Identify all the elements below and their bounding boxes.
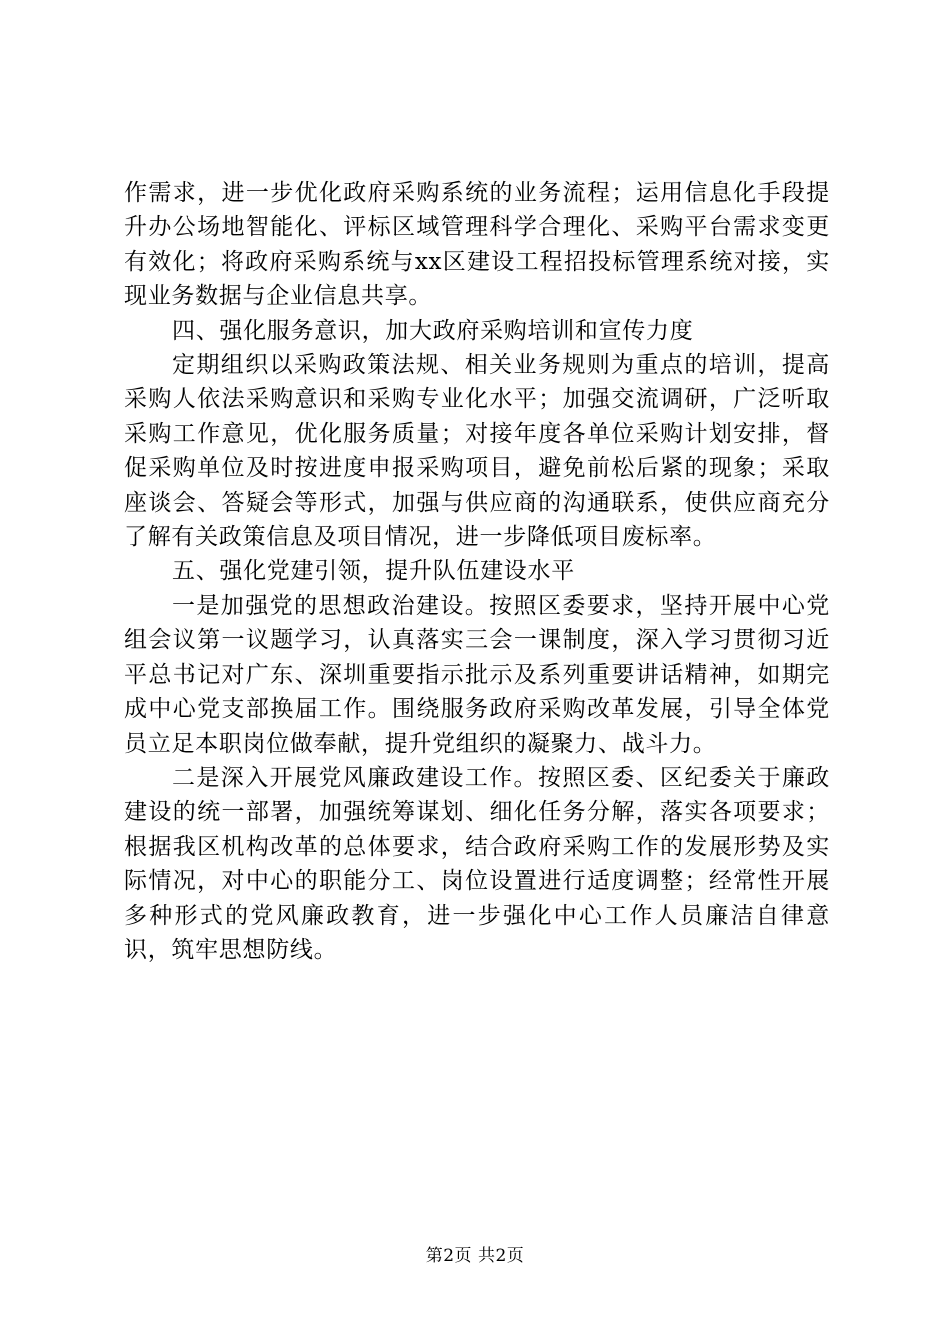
- paragraph-party-building: 一是加强党的思想政治建设。按照区委要求，坚持开展中心党组会议第一议题学习，认真落实三会一课制度，深入学习贯彻习近平总书记对广东、深圳重要指示批示及系列重要讲话精神，如期完成中心党支部换届工作。围绕服务政府采购改革发展，引导全体党员立足本职岗位做奉献，提升党组织的凝聚力、战斗力。: [124, 592, 830, 757]
- paragraph-integrity: 二是深入开展党风廉政建设工作。按照区委、区纪委关于廉政建设的统一部署，加强统筹谋划、细化任务分解，落实各项要求；根据我区机构改革的总体要求，结合政府采购工作的发展形势及实际情况，对中心的职能分工、岗位设置进行适度调整；经常性开展多种形式的党风廉政教育，进一步强化中心工作人员廉洁自律意识，筑牢思想防线。: [124, 764, 830, 963]
- section-heading-four: 四、强化服务意识，加大政府采购培训和宣传力度: [172, 317, 694, 344]
- section-heading-five: 五、强化党建引领，提升队伍建设水平: [172, 558, 575, 585]
- page-number-footer: 第2页 共2页: [425, 1246, 525, 1266]
- paragraph-continuation: 作需求，进一步优化政府采购系统的业务流程；运用信息化手段提升办公场地智能化、评标区域管理科学合理化、采购平台需求变更有效化；将政府采购系统与xx区建设工程招投标管理系统对接，实现业务数据与企业信息共享。: [124, 180, 830, 310]
- paragraph-training: 定期组织以采购政策法规、相关业务规则为重点的培训，提高采购人依法采购意识和采购专业化水平；加强交流调研，广泛听取采购工作意见，优化服务质量；对接年度各单位采购计划安排，督促采购单位及时按进度申报采购项目，避免前松后紧的现象；采取座谈会、答疑会等形式，加强与供应商的沟通联系，使供应商充分了解有关政策信息及项目情况，进一步降低项目废标率。: [124, 352, 830, 551]
- document-body: [124, 176, 830, 967]
